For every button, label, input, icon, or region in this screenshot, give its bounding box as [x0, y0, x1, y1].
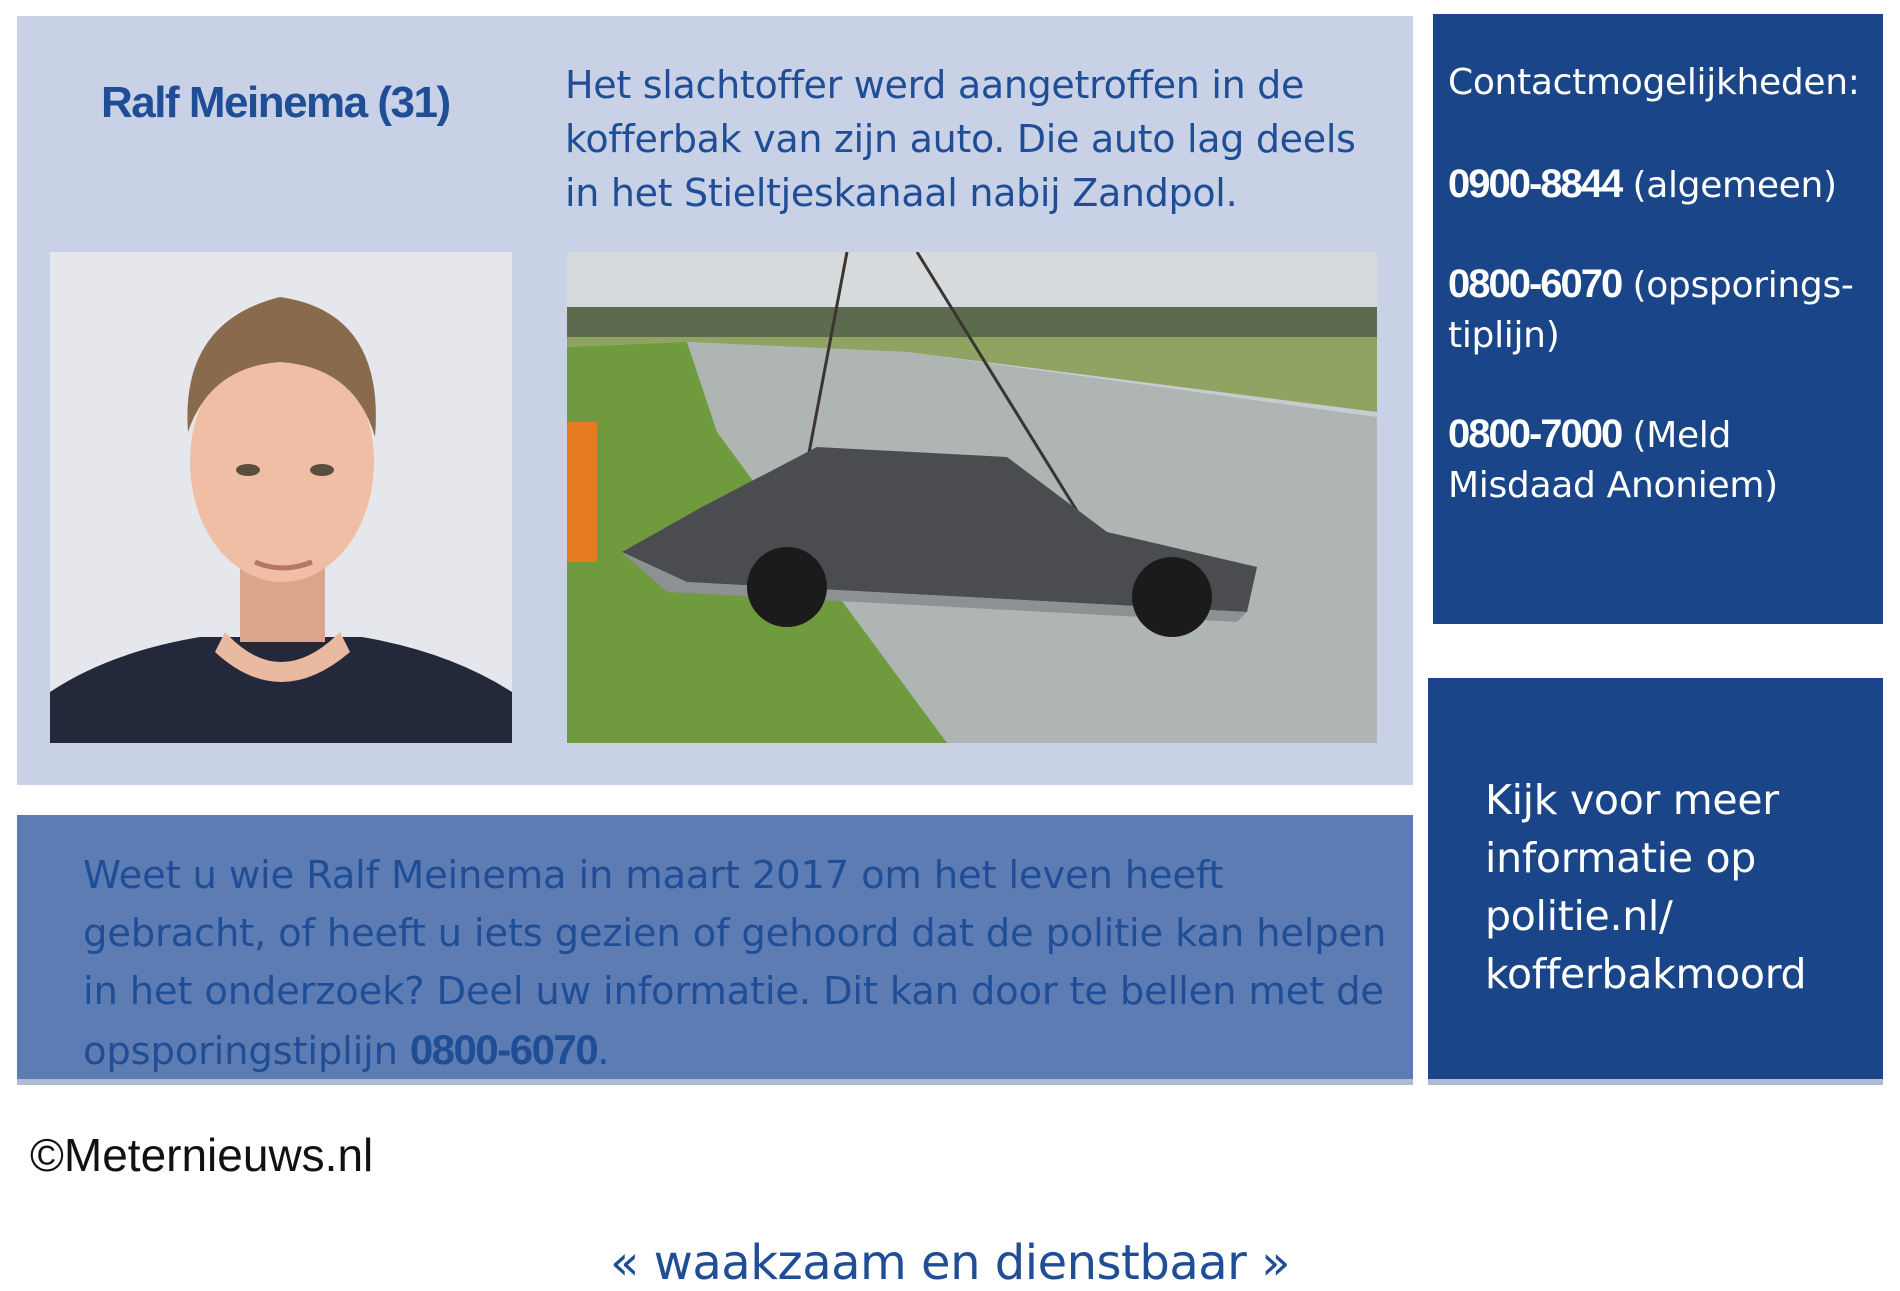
info-link-text[interactable]: Kijk voor meer informatie op politie.nl/ kofferbakmoord: [1485, 776, 1807, 998]
contact-entry-anonymous: [1448, 409, 1868, 511]
contact-title: Contactmogelijkheden:: [1448, 62, 1860, 103]
appeal-text: [83, 847, 1403, 1081]
contact-entry-general: [1448, 159, 1868, 211]
phone-label-general: (algemeen): [1632, 165, 1837, 206]
appeal-body: Weet u wie Ralf Meinema in maart 2017 om het leven heeft gebracht, of heeft u iets gezien of gehoord dat de politie kan helpen in het onderzoek? Deel uw informatie. Dit kan door te bellen met de opsporingstiplijn: [83, 853, 1387, 1074]
appeal-phone-number[interactable]: 0800-6070: [409, 1026, 598, 1073]
phone-number-anonymous[interactable]: 0800-7000: [1448, 412, 1622, 456]
appeal-end: .: [597, 1029, 610, 1074]
victim-portrait-photo: [50, 252, 512, 743]
car-recovery-photo: [567, 252, 1377, 743]
phone-label-anonymous: (Meld Misdaad Anoniem): [1448, 415, 1778, 506]
contact-panel: [1433, 14, 1883, 624]
appeal-panel: [17, 815, 1413, 1085]
victim-panel: [17, 16, 1413, 785]
slogan: « waakzaam en dienstbaar »: [610, 1235, 1290, 1291]
phone-number-general[interactable]: 0900-8844: [1448, 162, 1622, 206]
phone-number-tipline[interactable]: 0800-6070: [1448, 262, 1622, 306]
case-description: Het slachtoffer werd aangetroffen in de kofferbak van zijn auto. Die auto lag deels in het Stieltjeskanaal nabij Zandpol.: [565, 63, 1356, 215]
copyright-notice: ©Meternieuws.nl: [30, 1129, 374, 1181]
victim-name: Ralf Meinema (31): [101, 78, 450, 127]
phone-label-tipline: (opsporings-tiplijn): [1448, 265, 1854, 356]
contact-entry-tipline: [1448, 259, 1868, 361]
info-panel: [1428, 678, 1883, 1085]
